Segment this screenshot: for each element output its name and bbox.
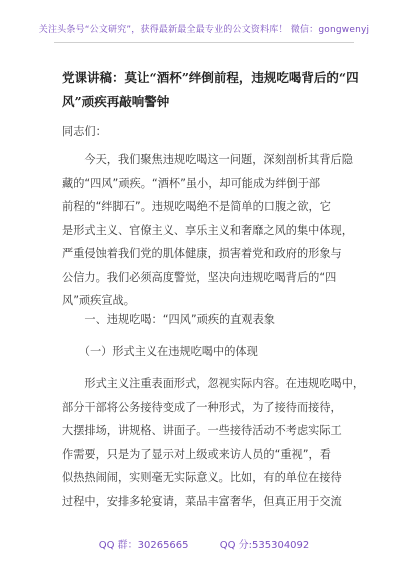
subsection-heading: （一）形式主义在违规吃喝中的体现 — [62, 345, 258, 358]
paragraph-line: 藏的“四风”顽疾。“酒杯”虽小，却可能成为绊倒于部 — [62, 176, 321, 190]
footer-qq-contact: QQ 分:535304092 — [219, 540, 310, 551]
section-heading: 一、违规吃喝：“四风”顽疾的直观表象 — [62, 313, 275, 326]
body-paragraph — [62, 372, 365, 513]
paragraph-line: 今天，我们聚焦违规吃喝这一问题，深刻剖析其背后隐 — [62, 153, 353, 166]
salutation: 同志们： — [62, 125, 107, 138]
paragraph-line: 风”顽疾宣战。 — [62, 294, 135, 307]
title-line: 风”顽疾再敲响警钟 — [62, 94, 170, 109]
paragraph-line: 是形式主义、官僚主义、享乐主义和奢靡之风的集中体现， — [62, 223, 353, 237]
document-title — [62, 66, 359, 114]
header-note: 关注头条号“公文研究”，获得最新最全最专业的公文资料库！ 微信：gongwenyj — [38, 25, 370, 35]
paragraph-line: 大摆排场，讲规格、讲面子。一些接待活动不考虑实际工 — [62, 424, 342, 437]
footer-qq-group: QQ 群：30265665 — [98, 540, 189, 551]
title-line: 党课讲稿：莫让“酒杯”绊倒前程，违规吃喝背后的“四 — [62, 70, 359, 85]
paragraph-line: 严重侵蚀着我们党的肌体健康，损害着党和政府的形象与 — [62, 247, 342, 260]
paragraph-line: 前程的“绊脚石”。违规吃喝绝不是简单的口腹之欲，它 — [62, 200, 331, 213]
intro-paragraph — [62, 148, 353, 313]
footer — [0, 536, 408, 551]
paragraph-line: 似热热闹闹，实则毫无实际意义。比如，有的单位在接待 — [62, 471, 342, 484]
paragraph-line: 公信力。我们必须高度警觉，坚决向违规吃喝背后的“四 — [62, 270, 337, 284]
paragraph-line: 作需要，只是为了显示对上级或来访人员的“重视”，看 — [62, 447, 331, 461]
header-divider — [54, 42, 354, 43]
paragraph-line: 形式主义注重表面形式，忽视实际内容。在违规吃喝中， — [62, 377, 365, 390]
paragraph-line: 部分干部将公务接待变成了一种形式，为了接待而接待， — [62, 400, 342, 414]
paragraph-line: 过程中，安排多轮宴请，菜品丰富奢华，但真正用于交流 — [62, 494, 342, 508]
